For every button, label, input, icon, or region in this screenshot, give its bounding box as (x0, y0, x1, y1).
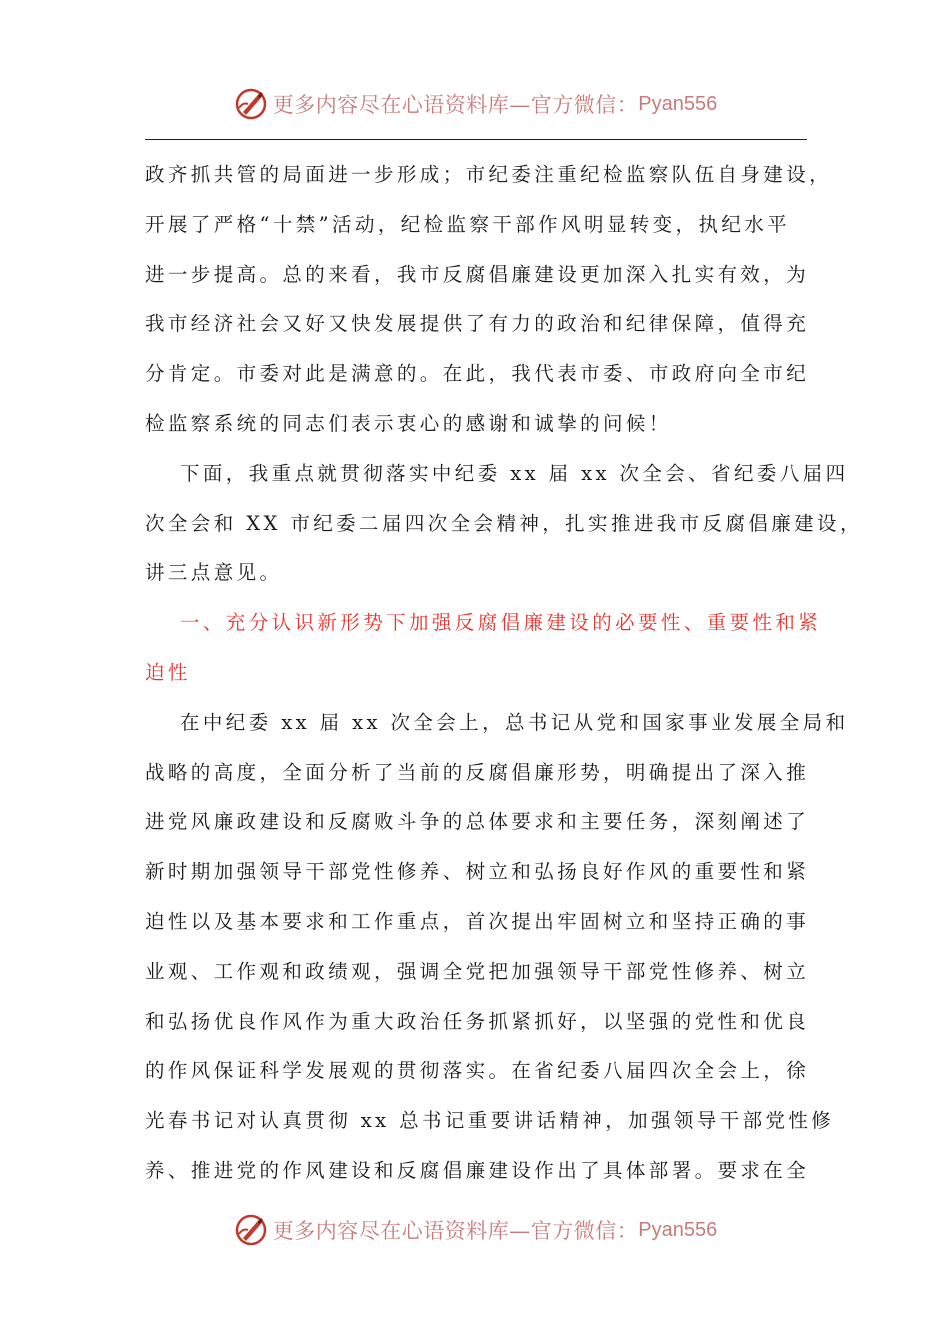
section-heading: 迫性 (145, 660, 191, 684)
text-line: 进党风廉政建设和反腐败斗争的总体要求和主要任务，深刻阐述了 (145, 810, 810, 834)
pen-logo-icon (233, 86, 269, 122)
footer-banner-text: 更多内容尽在心语资料库—官方微信： (272, 1219, 639, 1243)
header-divider (145, 139, 807, 140)
text-line: 和弘扬优良作风作为重大政治任务抓紧抓好，以坚强的党性和优良 (145, 1009, 810, 1033)
text-line: 养、推进党的作风建设和反腐倡廉建设作出了具体部署。要求在全 (145, 1158, 810, 1182)
text-line: 政齐抓共管的局面进一步形成；市纪委注重纪检监察队伍自身建设， (145, 163, 833, 186)
footer-wechat-id: Pyan556 (638, 1218, 718, 1241)
header-banner-text: 更多内容尽在心语资料库—官方微信： (272, 93, 639, 117)
text-line: 的作风保证科学发展观的贯彻落实。在省纪委八届四次全会上，徐 (145, 1059, 810, 1083)
text-line: 开展了严格“十禁”活动，纪检监察干部作风明显转变，执纪水平 (145, 212, 791, 236)
header-banner (0, 82, 950, 126)
text-line: 我市经济社会又好又快发展提供了有力的政治和纪律保障，值得充 (145, 312, 810, 336)
text-line: 迫性以及基本要求和工作重点，首次提出牢固树立和坚持正确的事 (145, 909, 810, 933)
text-line: 光春书记对认真贯彻 xx 总书记重要讲话精神，加强领导干部党性修 (145, 1109, 835, 1133)
text-line: 下面，我重点就贯彻落实中纪委 xx 届 xx 次全会、省纪委八届四 (180, 461, 849, 485)
text-line: 分肯定。市委对此是满意的。在此，我代表市委、市政府向全市纪 (145, 362, 810, 386)
text-line: 次全会和 XX 市纪委二届四次全会精神，扎实推进我市反腐倡廉建设， (145, 511, 863, 535)
text-line: 在中纪委 xx 届 xx 次全会上，总书记从党和国家事业发展全局和 (180, 710, 849, 734)
document-body (145, 150, 863, 1196)
header-wechat-id: Pyan556 (638, 92, 718, 115)
text-line: 业观、工作观和政绩观，强调全党把加强领导干部党性修养、树立 (145, 959, 810, 983)
pen-logo-icon (233, 1212, 269, 1248)
text-line: 新时期加强领导干部党性修养、树立和弘扬良好作风的重要性和紧 (145, 860, 810, 884)
footer-banner (0, 1208, 950, 1252)
text-line: 战略的高度，全面分析了当前的反腐倡廉形势，明确提出了深入推 (145, 760, 810, 784)
text-line: 讲三点意见。 (145, 561, 283, 585)
text-line: 检监察系统的同志们表示衷心的感谢和诚挚的问候！ (145, 411, 672, 435)
section-heading: 一、充分认识新形势下加强反腐倡廉建设的必要性、重要性和紧 (180, 611, 822, 635)
text-line: 进一步提高。总的来看，我市反腐倡廉建设更加深入扎实有效，为 (145, 262, 810, 286)
